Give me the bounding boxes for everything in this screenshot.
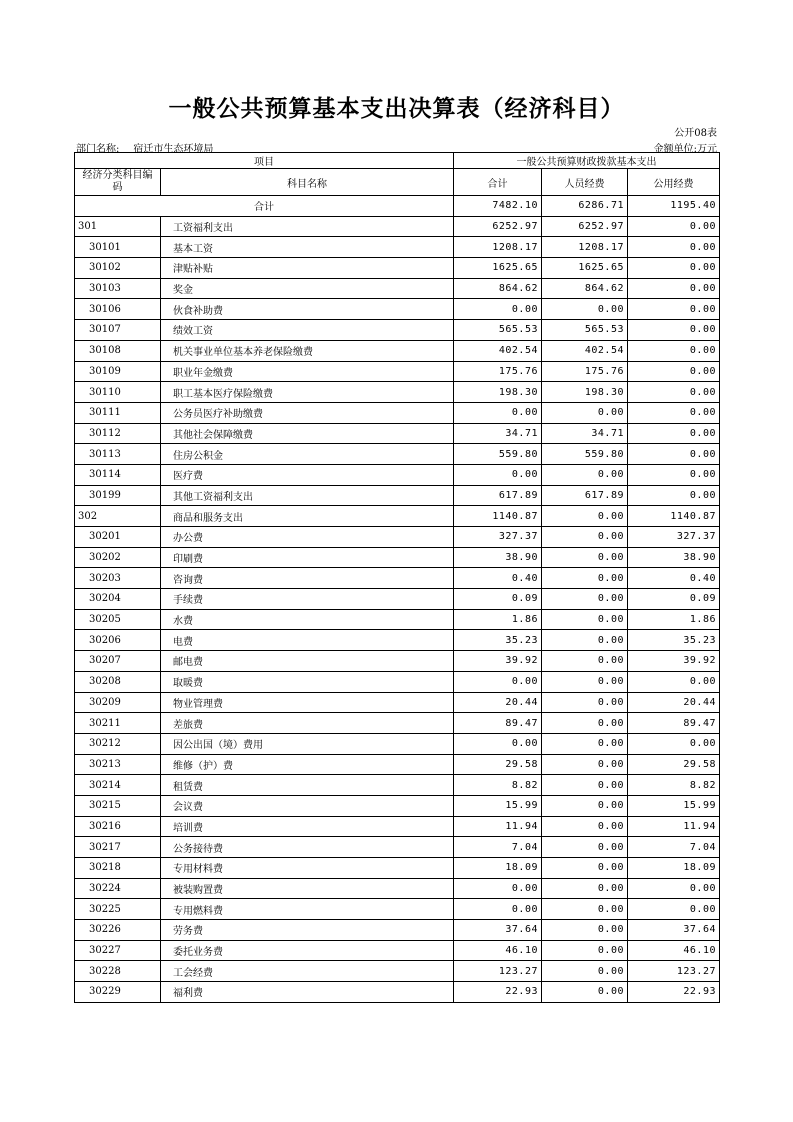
row-name: 专用材料费 xyxy=(161,858,454,879)
row-code: 301 xyxy=(75,216,161,237)
row-total: 0.09 xyxy=(454,589,542,610)
header-name-col: 科目名称 xyxy=(161,169,454,196)
row-code: 30103 xyxy=(75,278,161,299)
row-code: 30215 xyxy=(75,795,161,816)
row-personnel: 0.00 xyxy=(542,961,628,982)
row-personnel: 0.00 xyxy=(542,692,628,713)
row-public: 39.92 xyxy=(628,651,720,672)
row-public: 46.10 xyxy=(628,940,720,961)
row-code: 30214 xyxy=(75,775,161,796)
header-code-col: 经济分类科目编码 xyxy=(75,169,161,196)
row-code: 30213 xyxy=(75,754,161,775)
row-code: 30205 xyxy=(75,609,161,630)
row-total: 1208.17 xyxy=(454,237,542,258)
row-personnel: 0.00 xyxy=(542,547,628,568)
row-public: 0.00 xyxy=(628,464,720,485)
row-personnel: 0.00 xyxy=(542,609,628,630)
header-group: 一般公共预算财政拨款基本支出 xyxy=(454,153,720,169)
table-row xyxy=(75,630,720,651)
row-public: 35.23 xyxy=(628,630,720,651)
row-name: 公务接待费 xyxy=(161,837,454,858)
table-row xyxy=(75,506,720,527)
row-personnel: 0.00 xyxy=(542,982,628,1003)
row-total: 46.10 xyxy=(454,940,542,961)
row-total: 402.54 xyxy=(454,340,542,361)
row-personnel: 0.00 xyxy=(542,589,628,610)
table-row xyxy=(75,568,720,589)
total-amount: 7482.10 xyxy=(454,196,542,217)
row-personnel: 0.00 xyxy=(542,464,628,485)
row-total: 327.37 xyxy=(454,527,542,548)
row-personnel: 0.00 xyxy=(542,878,628,899)
table-row xyxy=(75,361,720,382)
row-name: 其他工资福利支出 xyxy=(161,485,454,506)
row-public: 0.00 xyxy=(628,382,720,403)
table-row xyxy=(75,671,720,692)
row-name: 租赁费 xyxy=(161,775,454,796)
table-row xyxy=(75,278,720,299)
table-row xyxy=(75,816,720,837)
row-code: 30199 xyxy=(75,485,161,506)
row-name: 公务员医疗补助缴费 xyxy=(161,402,454,423)
row-public: 0.00 xyxy=(628,299,720,320)
row-public: 123.27 xyxy=(628,961,720,982)
row-personnel: 1625.65 xyxy=(542,258,628,279)
row-name: 邮电费 xyxy=(161,651,454,672)
row-personnel: 1208.17 xyxy=(542,237,628,258)
row-personnel: 0.00 xyxy=(542,837,628,858)
row-personnel: 6252.97 xyxy=(542,216,628,237)
row-total: 1.86 xyxy=(454,609,542,630)
row-total: 864.62 xyxy=(454,278,542,299)
table-row xyxy=(75,795,720,816)
row-public: 89.47 xyxy=(628,713,720,734)
row-public: 0.00 xyxy=(628,733,720,754)
row-personnel: 617.89 xyxy=(542,485,628,506)
row-personnel: 34.71 xyxy=(542,423,628,444)
row-code: 30201 xyxy=(75,527,161,548)
row-total: 0.00 xyxy=(454,899,542,920)
table-row xyxy=(75,754,720,775)
unit-value: 万元 xyxy=(697,144,717,155)
row-personnel: 0.00 xyxy=(542,671,628,692)
table-row xyxy=(75,878,720,899)
table-row xyxy=(75,237,720,258)
row-personnel: 565.53 xyxy=(542,320,628,341)
table-row xyxy=(75,423,720,444)
row-personnel: 0.00 xyxy=(542,816,628,837)
row-public: 0.00 xyxy=(628,278,720,299)
row-public: 0.00 xyxy=(628,237,720,258)
row-total: 35.23 xyxy=(454,630,542,651)
row-public: 15.99 xyxy=(628,795,720,816)
row-code: 30209 xyxy=(75,692,161,713)
row-total: 15.99 xyxy=(454,795,542,816)
table-row xyxy=(75,485,720,506)
table-row xyxy=(75,589,720,610)
table-row xyxy=(75,837,720,858)
header-item: 项目 xyxy=(75,153,454,169)
row-code: 30226 xyxy=(75,920,161,941)
row-total: 565.53 xyxy=(454,320,542,341)
row-code: 30102 xyxy=(75,258,161,279)
table-row xyxy=(75,692,720,713)
row-public: 0.00 xyxy=(628,258,720,279)
row-total: 0.00 xyxy=(454,464,542,485)
row-name: 专用燃料费 xyxy=(161,899,454,920)
row-name: 伙食补助费 xyxy=(161,299,454,320)
row-total: 29.58 xyxy=(454,754,542,775)
row-code: 30110 xyxy=(75,382,161,403)
row-name: 津贴补贴 xyxy=(161,258,454,279)
row-public: 37.64 xyxy=(628,920,720,941)
dept-label: 部门名称: xyxy=(76,144,120,155)
row-personnel: 0.00 xyxy=(542,754,628,775)
page-title: 一般公共预算基本支出决算表（经济科目） xyxy=(168,95,625,122)
row-code: 302 xyxy=(75,506,161,527)
row-total: 0.00 xyxy=(454,402,542,423)
table-row xyxy=(75,961,720,982)
row-public: 0.00 xyxy=(628,216,720,237)
row-total: 123.27 xyxy=(454,961,542,982)
row-code: 30108 xyxy=(75,340,161,361)
row-public: 38.90 xyxy=(628,547,720,568)
table-row xyxy=(75,651,720,672)
row-total: 20.44 xyxy=(454,692,542,713)
table-row xyxy=(75,858,720,879)
table-row xyxy=(75,920,720,941)
row-public: 1140.87 xyxy=(628,506,720,527)
header-public-col: 公用经费 xyxy=(628,169,720,196)
row-public: 327.37 xyxy=(628,527,720,548)
row-total: 559.80 xyxy=(454,444,542,465)
row-name: 印刷费 xyxy=(161,547,454,568)
row-personnel: 0.00 xyxy=(542,630,628,651)
row-public: 0.40 xyxy=(628,568,720,589)
row-code: 30107 xyxy=(75,320,161,341)
table-row xyxy=(75,982,720,1003)
row-name: 因公出国（境）费用 xyxy=(161,733,454,754)
row-public: 0.00 xyxy=(628,899,720,920)
table-row xyxy=(75,402,720,423)
row-public: 8.82 xyxy=(628,775,720,796)
row-name: 水费 xyxy=(161,609,454,630)
row-code: 30109 xyxy=(75,361,161,382)
row-name: 奖金 xyxy=(161,278,454,299)
row-personnel: 0.00 xyxy=(542,858,628,879)
row-name: 机关事业单位基本养老保险缴费 xyxy=(161,340,454,361)
row-code: 30203 xyxy=(75,568,161,589)
expenditure-table xyxy=(74,152,720,1003)
row-name: 职业年金缴费 xyxy=(161,361,454,382)
row-code: 30212 xyxy=(75,733,161,754)
row-public: 1.86 xyxy=(628,609,720,630)
row-code: 30206 xyxy=(75,630,161,651)
row-personnel: 0.00 xyxy=(542,299,628,320)
row-personnel: 402.54 xyxy=(542,340,628,361)
row-personnel: 0.00 xyxy=(542,506,628,527)
table-row xyxy=(75,940,720,961)
table-row xyxy=(75,775,720,796)
total-label: 合计 xyxy=(75,196,454,217)
row-name: 基本工资 xyxy=(161,237,454,258)
row-public: 7.04 xyxy=(628,837,720,858)
row-total: 7.04 xyxy=(454,837,542,858)
row-name: 住房公积金 xyxy=(161,444,454,465)
row-personnel: 0.00 xyxy=(542,651,628,672)
row-total: 8.82 xyxy=(454,775,542,796)
row-name: 被装购置费 xyxy=(161,878,454,899)
row-code: 30101 xyxy=(75,237,161,258)
table-row xyxy=(75,340,720,361)
unit-label: 金额单位: xyxy=(653,144,697,155)
row-name: 培训费 xyxy=(161,816,454,837)
row-total: 38.90 xyxy=(454,547,542,568)
row-total: 1625.65 xyxy=(454,258,542,279)
row-code: 30228 xyxy=(75,961,161,982)
row-total: 89.47 xyxy=(454,713,542,734)
table-row xyxy=(75,733,720,754)
row-code: 30207 xyxy=(75,651,161,672)
row-code: 30111 xyxy=(75,402,161,423)
row-name: 维修（护）费 xyxy=(161,754,454,775)
row-personnel: 0.00 xyxy=(542,568,628,589)
row-name: 委托业务费 xyxy=(161,940,454,961)
row-personnel: 0.00 xyxy=(542,899,628,920)
row-public: 20.44 xyxy=(628,692,720,713)
row-public: 29.58 xyxy=(628,754,720,775)
row-code: 30229 xyxy=(75,982,161,1003)
row-total: 39.92 xyxy=(454,651,542,672)
row-total: 22.93 xyxy=(454,982,542,1003)
table-row xyxy=(75,713,720,734)
row-personnel: 0.00 xyxy=(542,733,628,754)
table-row xyxy=(75,444,720,465)
row-name: 会议费 xyxy=(161,795,454,816)
total-public: 1195.40 xyxy=(628,196,720,217)
row-name: 绩效工资 xyxy=(161,320,454,341)
row-personnel: 0.00 xyxy=(542,713,628,734)
row-total: 1140.87 xyxy=(454,506,542,527)
row-name: 差旅费 xyxy=(161,713,454,734)
row-name: 商品和服务支出 xyxy=(161,506,454,527)
row-name: 福利费 xyxy=(161,982,454,1003)
row-personnel: 198.30 xyxy=(542,382,628,403)
row-name: 咨询费 xyxy=(161,568,454,589)
row-code: 30114 xyxy=(75,464,161,485)
row-personnel: 0.00 xyxy=(542,402,628,423)
row-public: 0.00 xyxy=(628,485,720,506)
row-personnel: 175.76 xyxy=(542,361,628,382)
row-name: 取暖费 xyxy=(161,671,454,692)
row-code: 30112 xyxy=(75,423,161,444)
row-total: 37.64 xyxy=(454,920,542,941)
row-total: 0.00 xyxy=(454,299,542,320)
row-code: 30204 xyxy=(75,589,161,610)
header-total-col: 合计 xyxy=(454,169,542,196)
row-public: 0.00 xyxy=(628,423,720,444)
table-row xyxy=(75,899,720,920)
row-code: 30106 xyxy=(75,299,161,320)
row-total: 0.40 xyxy=(454,568,542,589)
row-public: 0.00 xyxy=(628,878,720,899)
table-row xyxy=(75,464,720,485)
row-total: 34.71 xyxy=(454,423,542,444)
row-name: 电费 xyxy=(161,630,454,651)
table-row xyxy=(75,320,720,341)
row-name: 劳务费 xyxy=(161,920,454,941)
row-personnel: 0.00 xyxy=(542,527,628,548)
row-public: 0.00 xyxy=(628,340,720,361)
row-code: 30227 xyxy=(75,940,161,961)
total-row xyxy=(75,196,720,217)
table-row xyxy=(75,299,720,320)
row-personnel: 0.00 xyxy=(542,940,628,961)
row-total: 6252.97 xyxy=(454,216,542,237)
row-code: 30113 xyxy=(75,444,161,465)
row-public: 0.00 xyxy=(628,320,720,341)
row-name: 手续费 xyxy=(161,589,454,610)
row-code: 30224 xyxy=(75,878,161,899)
row-total: 0.00 xyxy=(454,878,542,899)
row-public: 22.93 xyxy=(628,982,720,1003)
row-code: 30211 xyxy=(75,713,161,734)
row-public: 0.00 xyxy=(628,444,720,465)
row-total: 617.89 xyxy=(454,485,542,506)
row-name: 物业管理费 xyxy=(161,692,454,713)
row-total: 11.94 xyxy=(454,816,542,837)
row-code: 30202 xyxy=(75,547,161,568)
table-row xyxy=(75,527,720,548)
row-name: 工资福利支出 xyxy=(161,216,454,237)
row-public: 0.00 xyxy=(628,361,720,382)
row-code: 30216 xyxy=(75,816,161,837)
row-name: 医疗费 xyxy=(161,464,454,485)
row-name: 工会经费 xyxy=(161,961,454,982)
row-total: 0.00 xyxy=(454,671,542,692)
row-code: 30217 xyxy=(75,837,161,858)
row-personnel: 559.80 xyxy=(542,444,628,465)
row-code: 30225 xyxy=(75,899,161,920)
row-name: 办公费 xyxy=(161,527,454,548)
row-public: 0.00 xyxy=(628,402,720,423)
row-name: 其他社会保障缴费 xyxy=(161,423,454,444)
row-name: 职工基本医疗保险缴费 xyxy=(161,382,454,403)
dept-name: 宿迁市生态环境局 xyxy=(133,144,214,155)
total-personnel: 6286.71 xyxy=(542,196,628,217)
form-code: 公开08表 xyxy=(674,128,717,139)
row-total: 0.00 xyxy=(454,733,542,754)
row-personnel: 864.62 xyxy=(542,278,628,299)
row-public: 11.94 xyxy=(628,816,720,837)
row-public: 0.00 xyxy=(628,671,720,692)
row-public: 0.09 xyxy=(628,589,720,610)
row-public: 18.09 xyxy=(628,858,720,879)
header-personnel-col: 人员经费 xyxy=(542,169,628,196)
row-total: 198.30 xyxy=(454,382,542,403)
row-personnel: 0.00 xyxy=(542,795,628,816)
row-code: 30208 xyxy=(75,671,161,692)
table-row xyxy=(75,547,720,568)
table-row xyxy=(75,609,720,630)
table-row xyxy=(75,382,720,403)
table-row xyxy=(75,216,720,237)
row-total: 18.09 xyxy=(454,858,542,879)
row-code: 30218 xyxy=(75,858,161,879)
row-personnel: 0.00 xyxy=(542,775,628,796)
table-row xyxy=(75,258,720,279)
row-total: 175.76 xyxy=(454,361,542,382)
row-personnel: 0.00 xyxy=(542,920,628,941)
